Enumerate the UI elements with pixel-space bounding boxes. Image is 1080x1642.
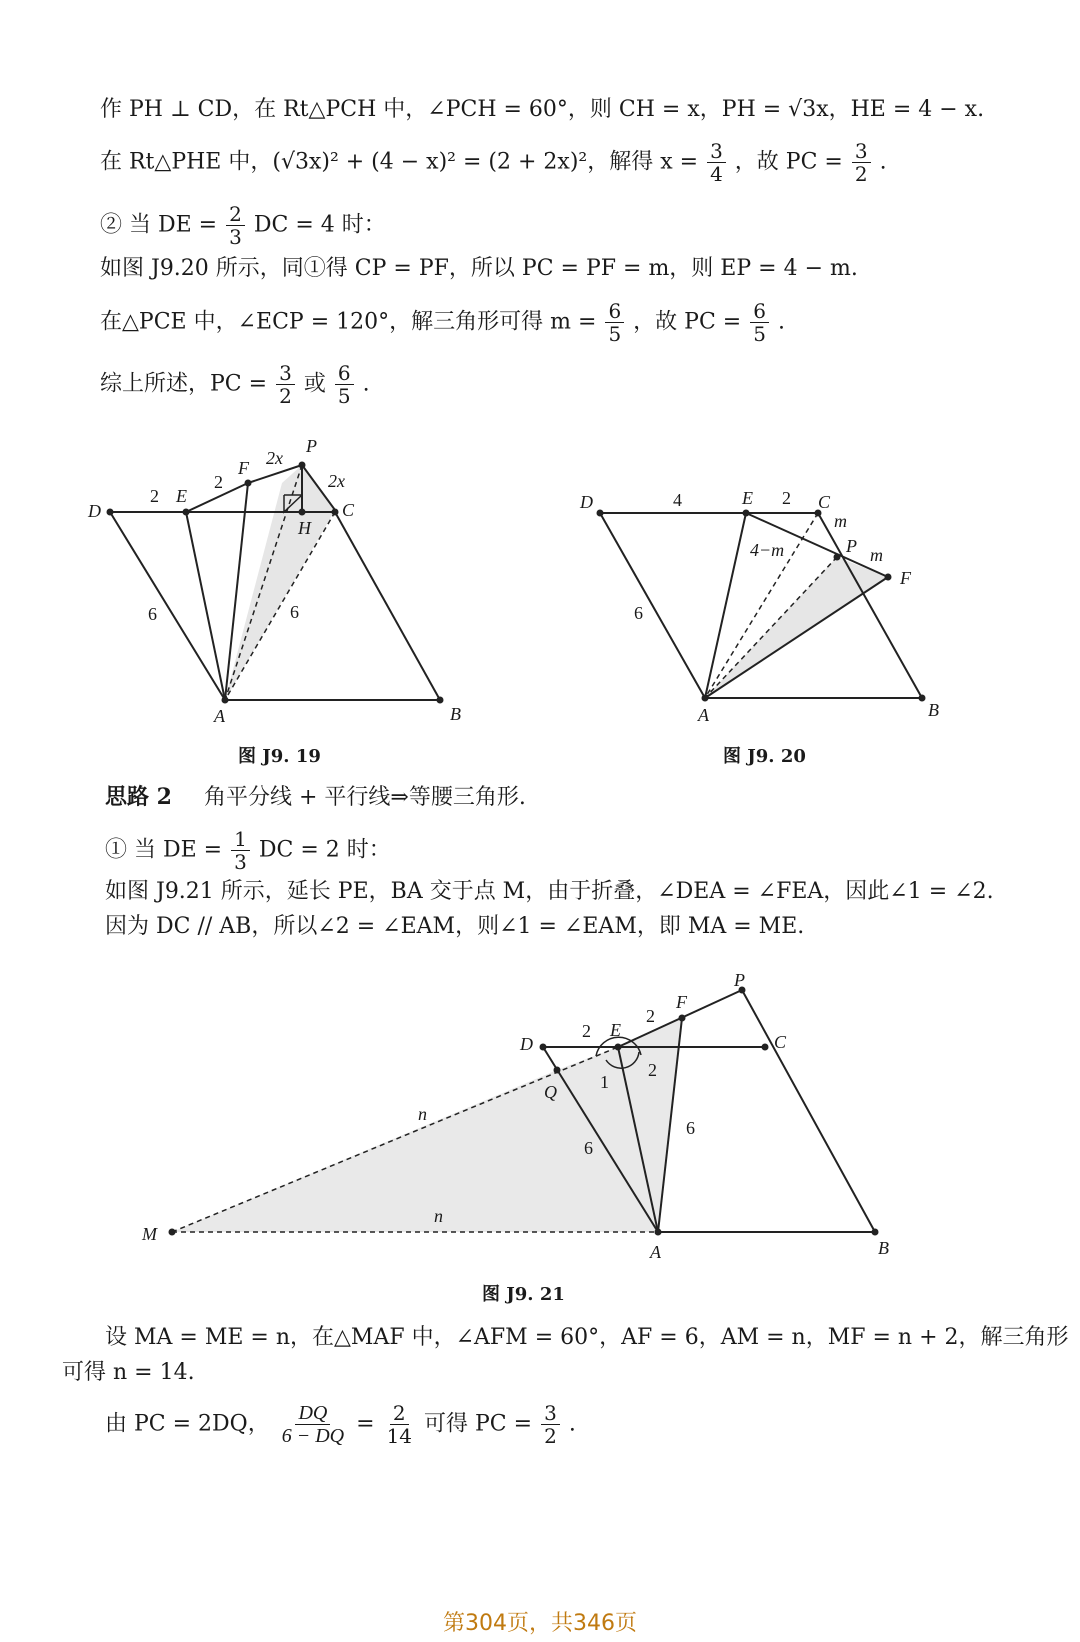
label-P: P — [306, 436, 317, 456]
figure-j9-21 — [120, 960, 940, 1270]
text-line-3-part-a: ② 当 DE = — [100, 212, 218, 238]
text-line-6-part-c: . — [362, 371, 370, 397]
text-line-1: 作 PH ⊥ CD，在 Rt△PCH 中，∠PCH = 60°，则 CH = x，PH = √3x，HE = 4 − x. — [100, 97, 985, 122]
text-line-2-part-a: 在 Rt△PHE 中，(√3x)² + (4 − x)² = (2 + 2x)²，解得 x = — [100, 149, 699, 175]
seg-ea: 6 — [584, 1138, 593, 1158]
text-line-5 — [100, 300, 785, 345]
label-E: E — [742, 488, 753, 508]
text-line-2-part-c: . — [879, 149, 887, 175]
text-line-2-part-b: ，故 PC = — [734, 149, 843, 175]
label-A: A — [650, 1242, 661, 1262]
label-B: B — [878, 1238, 889, 1258]
text-line-13-part-b: = — [356, 1411, 375, 1437]
seg-fa: 6 — [686, 1118, 695, 1138]
fraction-3-2-b: $\frac{3}{2}$ — [276, 362, 295, 407]
text-line-13-part-c: 可得 PC = — [424, 1411, 533, 1437]
fraction-1-3: $\frac{1}{3}$ — [231, 828, 250, 873]
label-F: F — [900, 568, 911, 588]
caption-fig19: 图 J9. 19 — [238, 746, 321, 767]
text-line-8 — [105, 828, 391, 873]
text-line-4: 如图 J9.20 所示，同①得 CP = PF，所以 PC = PF = m，则 EP = 4 − m. — [100, 256, 858, 281]
approach-2-title: 思路 2 — [105, 784, 172, 810]
text-line-6 — [100, 362, 370, 407]
label-P: P — [846, 536, 857, 556]
fraction-6-5-a: $\frac{6}{5}$ — [605, 300, 624, 345]
fraction-6-5-b: $\frac{6}{5}$ — [750, 300, 769, 345]
seg-ad: 6 — [634, 603, 643, 623]
seg-de: 2 — [150, 486, 159, 506]
text-line-10: 因为 DC // AB，所以∠2 = ∠EAM，则∠1 = ∠EAM，即 MA = ME. — [105, 914, 805, 939]
page-footer: 第304页，共346页 — [443, 1611, 637, 1636]
seg-ef: 2 — [214, 472, 223, 492]
label-F: F — [676, 992, 687, 1012]
fraction-3-2: $\frac{3}{2}$ — [852, 140, 871, 185]
text-line-8-part-b: DC = 2 时： — [258, 837, 391, 863]
label-B: B — [450, 704, 461, 724]
text-line-12: 可得 n = 14. — [62, 1360, 195, 1385]
fraction-dq: $\frac{DQ}{6 - DQ}$ — [281, 1402, 345, 1447]
fraction-3-4: $\frac{3}{4}$ — [707, 140, 726, 185]
text-line-5-part-a: 在△PCE 中，∠ECP = 120°，解三角形可得 m = — [100, 309, 597, 335]
shaded-region — [225, 465, 335, 700]
figure-j9-20 — [570, 480, 970, 740]
seg-cp: m — [834, 511, 847, 531]
seg-ec: 2 — [782, 488, 791, 508]
text-line-3 — [100, 203, 386, 248]
seg-mq: n — [418, 1104, 427, 1124]
text-line-13 — [105, 1402, 576, 1447]
label-C: C — [818, 492, 831, 512]
approach-2-text: 角平分线 + 平行线⇒等腰三角形. — [203, 785, 526, 810]
label-D: D — [520, 1034, 533, 1054]
fraction-2-14: $\frac{2}{14}$ — [386, 1401, 413, 1448]
seg-ep: 4−m — [750, 540, 785, 560]
label-E: E — [610, 1020, 621, 1040]
label-M: M — [142, 1224, 157, 1244]
seg-pc: 2x — [328, 471, 345, 491]
text-line-7 — [105, 782, 526, 813]
label-H: H — [298, 518, 311, 538]
text-line-3-part-b: DC = 4 时： — [253, 212, 386, 238]
seg-pf: m — [870, 545, 883, 565]
angle-2: 2 — [648, 1060, 657, 1080]
label-Q: Q — [544, 1082, 557, 1102]
text-line-9: 如图 J9.21 所示，延长 PE，BA 交于点 M，由于折叠，∠DEA = ∠FEA，因此∠1 = ∠2. — [105, 879, 994, 904]
seg-ac: 6 — [290, 602, 299, 622]
text-line-2 — [100, 140, 887, 185]
text-line-6-part-b: 或 — [303, 371, 326, 397]
seg-de: 4 — [673, 490, 682, 510]
text-line-5-part-c: . — [777, 309, 785, 335]
fraction-3-2-c: $\frac{3}{2}$ — [541, 1402, 560, 1447]
text-line-5-part-b: ，故 PC = — [633, 309, 742, 335]
caption-fig21: 图 J9. 21 — [482, 1284, 565, 1305]
text-line-6-part-a: 综上所述，PC = — [100, 371, 268, 397]
label-C: C — [774, 1032, 787, 1052]
seg-de: 2 — [582, 1021, 591, 1041]
figure-j9-19 — [70, 430, 500, 730]
label-F: F — [238, 458, 249, 478]
text-line-11: 设 MA = ME = n，在△MAF 中，∠AFM = 60°，AF = 6，AM = n，MF = n + 2，解三角形 — [105, 1325, 1069, 1350]
label-D: D — [580, 492, 593, 512]
label-D: D — [88, 501, 101, 521]
angle-1: 1 — [600, 1072, 609, 1092]
caption-fig20: 图 J9. 20 — [723, 746, 806, 767]
fraction-6-5-c: $\frac{6}{5}$ — [335, 362, 354, 407]
fraction-2-3: $\frac{2}{3}$ — [226, 203, 245, 248]
label-E: E — [176, 486, 187, 506]
seg-ef: 2 — [646, 1006, 655, 1026]
label-B: B — [928, 700, 939, 720]
seg-ma: n — [434, 1206, 443, 1226]
label-A: A — [214, 706, 225, 726]
label-A: A — [698, 705, 709, 725]
text-line-8-part-a: ① 当 DE = — [105, 837, 223, 863]
text-line-13-part-d: . — [568, 1411, 576, 1437]
label-C: C — [342, 500, 355, 520]
label-P: P — [734, 970, 745, 990]
text-line-13-part-a: 由 PC = 2DQ， — [105, 1411, 270, 1437]
seg-ad: 6 — [148, 604, 157, 624]
seg-fp: 2x — [266, 448, 283, 468]
